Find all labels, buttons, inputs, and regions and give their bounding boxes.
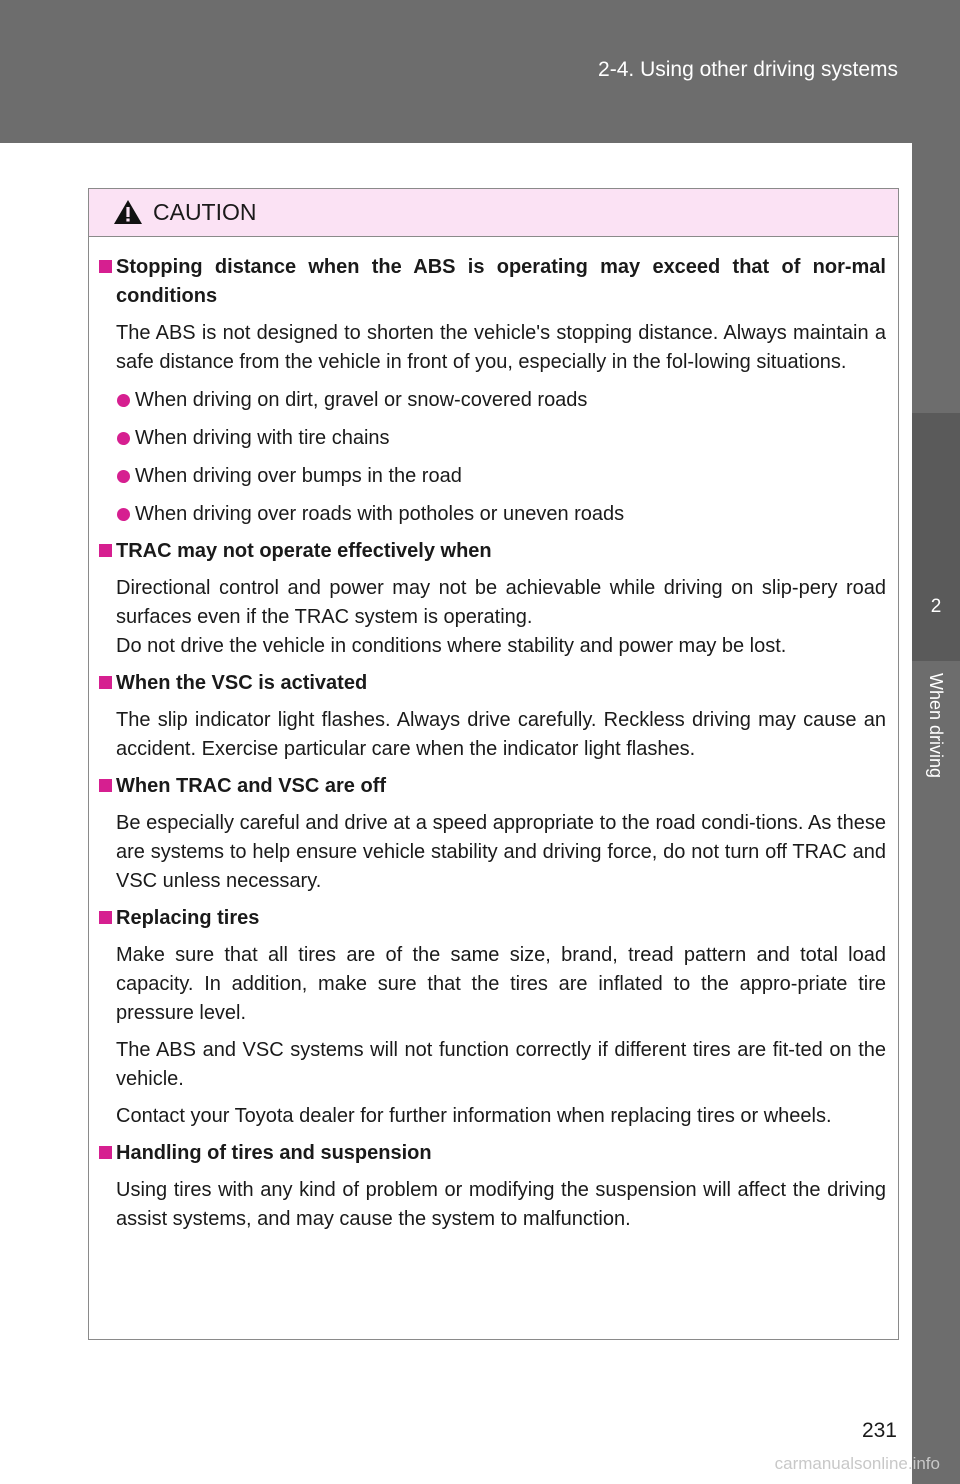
list-item-text: When driving over roads with potholes or uneven roads: [135, 503, 625, 525]
chapter-number: 2: [930, 596, 942, 617]
warning-triangle-icon: [113, 199, 143, 225]
page-header: [0, 0, 960, 143]
square-bullet-icon: [99, 676, 112, 689]
section-heading-text: When the VSC is activated: [116, 672, 368, 694]
caution-header: [89, 189, 898, 237]
section-paragraph: The ABS and VSC systems will not function correctly if different tires are fit-ted on the vehicle.: [116, 1039, 886, 1090]
chapter-side-tab: [912, 143, 960, 1484]
section-heading-text: Stopping distance when the ABS is operating may exceed that of nor-mal conditions: [116, 256, 886, 307]
circle-bullet-icon: [117, 432, 130, 445]
caution-section: [89, 1139, 898, 1234]
caution-section: [89, 669, 898, 764]
square-bullet-icon: [99, 779, 112, 792]
square-bullet-icon: [99, 1146, 112, 1159]
caution-box: [88, 188, 899, 1340]
list-item-text: When driving with tire chains: [135, 427, 390, 449]
section-heading: [89, 537, 898, 566]
list-item: [89, 462, 898, 491]
section-heading-text: Handling of tires and suspension: [116, 1142, 432, 1164]
section-paragraph: Contact your Toyota dealer for further information when replacing tires or wheels.: [116, 1105, 832, 1127]
circle-bullet-icon: [117, 394, 130, 407]
caution-body: [89, 253, 898, 1242]
section-heading: [89, 253, 898, 311]
page-number: 231: [861, 1419, 897, 1442]
square-bullet-icon: [99, 544, 112, 557]
caution-section: [89, 253, 898, 529]
watermark: carmanualsonline.info: [774, 1454, 940, 1473]
section-heading: [89, 904, 898, 933]
section-title: 2-4. Using other driving systems: [598, 58, 898, 81]
caution-section: [89, 537, 898, 661]
section-paragraph: Directional control and power may not be achievable while driving on slip-pery road surfaces even if the TRAC system is operating. Do not drive the vehicle in conditions where stability and power may be lost.: [116, 577, 886, 657]
section-heading-text: When TRAC and VSC are off: [116, 775, 387, 797]
section-paragraph: The slip indicator light flashes. Always drive carefully. Reckless driving may cause an accident. Exercise particular care when the indicator light flashes.: [116, 709, 886, 760]
list-item: [89, 424, 898, 453]
section-heading-text: Replacing tires: [116, 907, 260, 929]
list-item: [89, 386, 898, 415]
square-bullet-icon: [99, 911, 112, 924]
circle-bullet-icon: [117, 470, 130, 483]
list-item: [89, 500, 898, 529]
section-paragraph: The ABS is not designed to shorten the vehicle's stopping distance. Always maintain a safe distance from the vehicle in front of you, especially in the fol-lowing situations.: [116, 322, 886, 373]
section-heading-text: TRAC may not operate effectively when: [116, 540, 492, 562]
caution-section: [89, 904, 898, 1131]
chapter-label: When driving: [926, 673, 946, 779]
section-heading: [89, 669, 898, 698]
list-item-text: When driving on dirt, gravel or snow-covered roads: [135, 389, 588, 411]
section-heading: [89, 1139, 898, 1168]
circle-bullet-icon: [117, 508, 130, 521]
section-heading: [89, 772, 898, 801]
section-paragraph: Using tires with any kind of problem or modifying the suspension will affect the driving assist systems, and may cause the system to malfunction.: [116, 1179, 886, 1230]
square-bullet-icon: [99, 260, 112, 273]
caution-section: [89, 772, 898, 896]
section-paragraph: Be especially careful and drive at a speed appropriate to the road condi-tions. As these are systems to help ensure vehicle stability and driving force, do not turn off TRAC and VSC unless necessary.: [116, 812, 886, 892]
section-paragraph: Make sure that all tires are of the same size, brand, tread pattern and total load capacity. In addition, make sure that the tires are inflated to the appro-priate tire pressure level.: [116, 944, 886, 1024]
chapter-tab-highlight: [912, 413, 960, 661]
list-item-text: When driving over bumps in the road: [135, 465, 462, 487]
caution-title: CAUTION: [153, 199, 257, 225]
